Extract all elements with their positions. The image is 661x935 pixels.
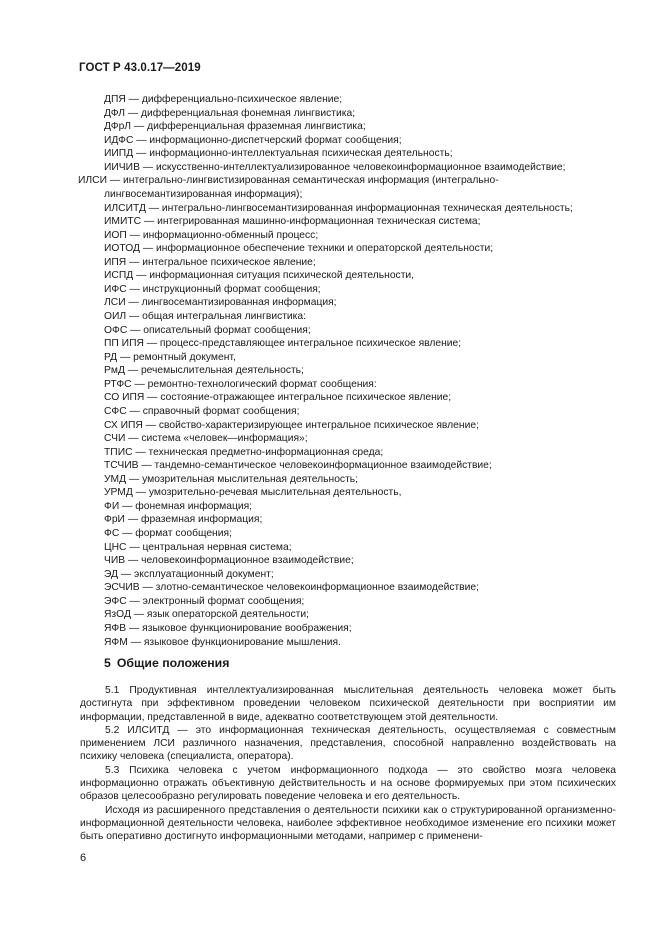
abbreviation-item: ИСПД — информационная ситуация психической деятельности,	[104, 270, 415, 282]
abbreviation-item: СФС — справочный формат сообщения;	[104, 405, 300, 417]
abbreviation-item: ЛСИ — лингвосемантизированная информация;	[104, 297, 337, 309]
abbreviation-item: ИИЧИВ — искусственно-интеллектуализированное человекоинформационное взаимодействие;	[104, 161, 566, 173]
abbreviation-item: РТФС — ремонтно-технологический формат сообщения:	[104, 378, 377, 390]
abbreviation-item: СЧИ — система «человек—информация»;	[104, 433, 308, 445]
abbreviation-item: ЭД — эксплуатационный документ;	[104, 568, 274, 580]
page-number: 6	[80, 852, 87, 864]
abbreviation-item: РмД — речемыслительная деятельность;	[104, 365, 304, 377]
abbreviation-item: СО ИПЯ — состояние-отражающее интегральное психическое явление;	[104, 392, 452, 404]
paragraph: 5.2 ИЛСИТД — это информационная техническая деятельность, осуществляемая с совместным применением ЛСИ различного назначения, представления, способной направленно воздействовать на психику человека (специалиста, оператора).	[80, 724, 616, 763]
abbreviation-item: ФИ — фонемная информация;	[104, 500, 253, 512]
abbreviation-item: ИМИТС — интегрированная машинно-информационная техническая система;	[104, 216, 481, 228]
abbreviation-item: УРМД — умозрительно-речевая мыслительная деятельность,	[104, 487, 402, 499]
abbreviation-item: ИИПД — информационно-интеллектуальная психическая деятельность;	[104, 148, 453, 160]
abbreviation-item: ЭФС — электронный формат сообщения;	[104, 595, 305, 607]
paragraph: Исходя из расширенного представления о деятельности психики как о структурированной организменно-информационной деятельности человека, наиболее эффективное необходимое изменение его психики может быть оперативно достигнуто информационными методами, например с применени-	[80, 804, 616, 843]
abbreviation-item: УМД — умозрительная мыслительная деятельность;	[104, 473, 359, 485]
abbreviation-item: ПП ИПЯ — процесс-представляющее интегральное психическое явление;	[104, 338, 462, 350]
abbreviation-item: ИЛСИ — интегрально-лингвистизированная семантическая информация (интегрально-лингвосемантизированная информация);	[78, 175, 499, 200]
section-title: Общие положения	[116, 656, 230, 670]
abbreviation-item: ЧИВ — человекоинформационное взаимодействие;	[104, 555, 354, 567]
section-heading	[104, 656, 229, 670]
abbreviation-item: ЦНС — центральная нервная система;	[104, 541, 292, 553]
abbreviation-item: ДФрЛ — дифференциальная фраземная лингвистика;	[104, 121, 366, 133]
abbreviation-item: ИЛСИТД — интегрально-лингвосемантизированная информационная техническая деятельность;	[104, 202, 573, 214]
section-number: 5	[104, 656, 111, 670]
paragraph: 5.3 Психика человека с учетом информационного подхода — это свойство мозга человека информационно отражать объективную действительность и на основе формируемых при этом психических образов целесообразно регулировать поведение человека и его деятельность.	[80, 764, 616, 803]
abbreviation-item: ИПЯ — интегральное психическое явление;	[104, 256, 316, 268]
abbreviation-item: ОФС — описательный формат сообщения;	[104, 324, 311, 336]
abbreviation-item: ИОТОД — информационное обеспечение техники и операторской деятельности;	[104, 243, 494, 255]
abbreviation-item: ЭСЧИВ — злотно-семантическое человекоинформационное взаимодействие;	[104, 582, 479, 594]
abbreviation-item: СХ ИПЯ — свойство-характеризирующее интегральное психическое явление;	[104, 419, 479, 431]
abbreviation-item: ДПЯ — дифференциально-психическое явление;	[104, 94, 343, 105]
abbreviation-item: ЯФМ — языковое функционирование мышления.	[104, 636, 341, 648]
abbreviation-item: ЯзОД — язык операторской деятельности;	[104, 609, 309, 621]
abbreviation-item: ИОП — информационно-обменный процесс;	[104, 229, 319, 241]
abbreviation-item: РД — ремонтный документ,	[104, 351, 236, 363]
abbreviation-item: ДФЛ — дифференциальная фонемная лингвистика;	[104, 107, 356, 119]
abbreviation-item: ИФС — инструкционный формат сообщения;	[104, 283, 321, 295]
abbreviation-item: ТПИС — техническая предметно-информационная среда;	[104, 446, 384, 458]
paragraph: 5.1 Продуктивная интеллектуализированная мыслительная деятельность человека может быть достигнута при эффективном проведении человеком психической деятельности при восприятии им информации, представленной в виде, адекватно соответствующем этой деятельности.	[80, 685, 616, 723]
abbreviations-list	[78, 93, 616, 649]
abbreviation-item: ИДФС — информационно-диспетчерский формат сообщения;	[104, 134, 402, 146]
abbreviation-item: ЯФВ — языковое функционирование воображения;	[104, 622, 352, 634]
abbreviation-item: ФрИ — фраземная информация;	[104, 514, 263, 526]
abbreviation-item: ТСЧИВ — тандемно-семантическое человекоинформационное взаимодействие;	[104, 460, 492, 472]
section-body	[80, 684, 616, 844]
standard-code-header: ГОСТ Р 43.0.17—2019	[79, 62, 201, 74]
abbreviation-item: ФС — формат сообщения;	[104, 528, 232, 539]
abbreviation-item: ОИЛ — общая интегральная лингвистика:	[104, 311, 307, 322]
